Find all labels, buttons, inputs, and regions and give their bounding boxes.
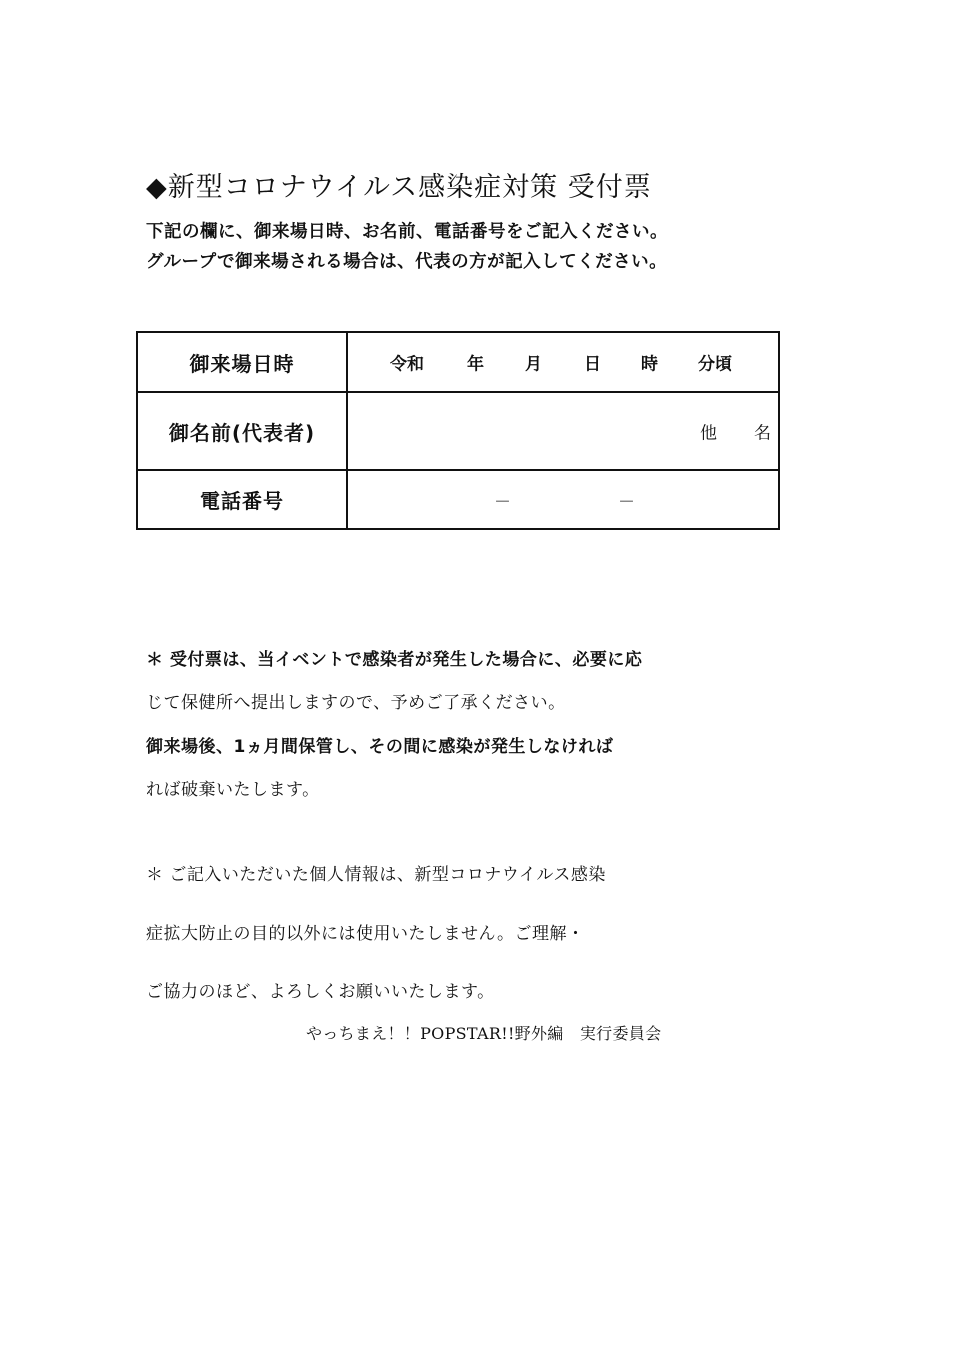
name-count-label: 名 (754, 423, 771, 444)
intro-line-2: グループで御来場される場合は、代表の方が記入してください。 (146, 252, 668, 272)
phone-field[interactable] (347, 470, 779, 529)
date-field[interactable] (347, 332, 779, 392)
note-2-line-1: ＊ ご記入いただいた個人情報は、新型コロナウイルス感染 (146, 865, 606, 885)
name-field[interactable] (347, 392, 779, 470)
form-row-date (137, 332, 779, 392)
page-title: ◆新型コロナウイルス感染症対策 受付票 (146, 172, 652, 203)
reception-form-table (136, 331, 780, 530)
date-era-label: 令和 (390, 354, 424, 375)
note-1-line-1: ＊ 受付票は、当イベントで感染者が発生した場合に、必要に応 (146, 650, 643, 670)
phone-separator-1: － (494, 492, 511, 512)
note-2-line-2: 症拡大防止の目的以外には使用いたしません。ご理解・ (146, 924, 585, 944)
date-label: 御来場日時 (137, 332, 347, 392)
date-minute-label: 分頃 (698, 354, 732, 375)
phone-label: 電話番号 (137, 470, 347, 529)
note-1-line-3: 御来場後、1ヵ月間保管し、その間に感染が発生しなければ (146, 737, 614, 757)
date-hour-label: 時 (641, 354, 658, 375)
date-day-label: 日 (584, 354, 601, 375)
note-2-line-3: ご協力のほど、よろしくお願いいたします。 (146, 982, 495, 1002)
note-1-line-2: じて保健所へ提出しますので、予めご了承ください。 (146, 693, 566, 713)
note-1-line-4: れば破棄いたします。 (146, 780, 320, 800)
organizer-footer: やっちまえ！！POPSTAR!!野外編 実行委員会 (306, 1024, 662, 1043)
date-year-label: 年 (467, 354, 484, 375)
name-other-label: 他 (700, 423, 717, 444)
form-row-name (137, 392, 779, 470)
date-month-label: 月 (525, 354, 542, 375)
form-row-phone (137, 470, 779, 529)
intro-line-1: 下記の欄に、御来場日時、お名前、電話番号をご記入ください。 (146, 222, 668, 242)
phone-separator-2: － (618, 492, 635, 512)
name-label: 御名前(代表者) (137, 392, 347, 470)
